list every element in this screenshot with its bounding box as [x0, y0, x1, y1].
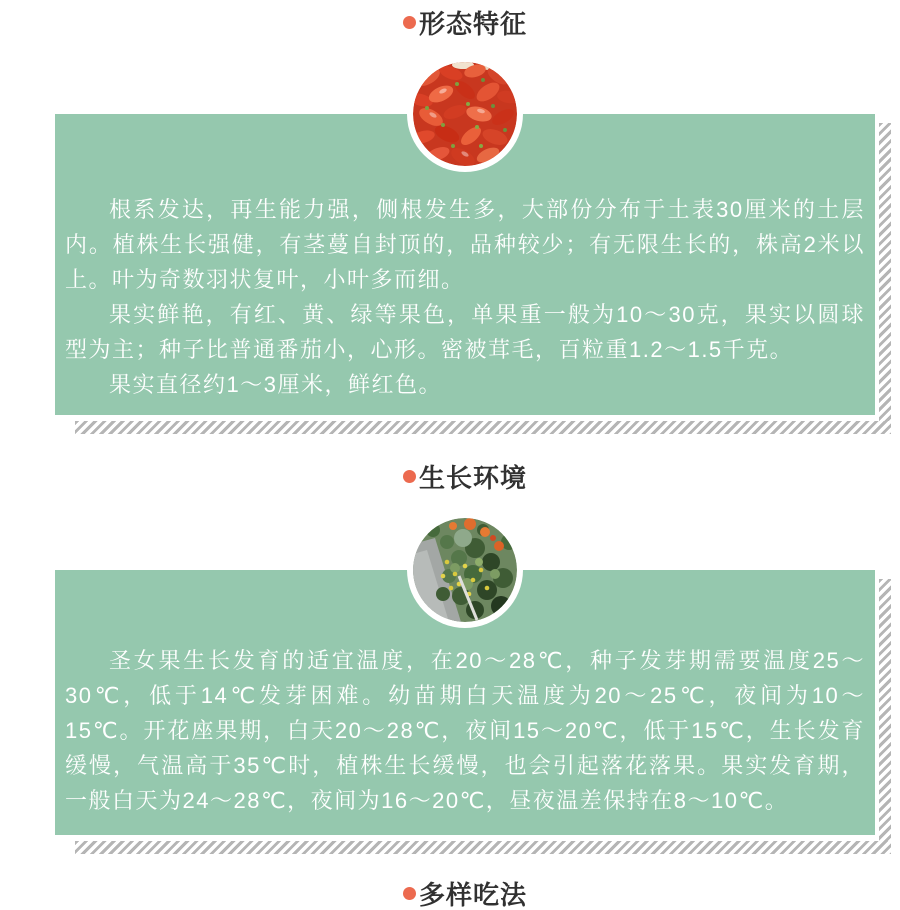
- section-header-environment: [55, 460, 875, 492]
- bullet-icon: [403, 470, 416, 483]
- article-column: [55, 6, 875, 909]
- cherry-tomatoes-illustration: [413, 62, 517, 166]
- section-title: 多样吃法: [418, 879, 527, 910]
- section-title: 形态特征: [418, 8, 527, 39]
- paragraph: 果实鲜艳，有红、黄、绿等果色，单果重一般为10～30克，果实以圆球型为主；种子比普通番茄小，心形。密被茸毛，百粒重1.2～1.5千克。: [65, 302, 865, 362]
- paragraph: 根系发达，再生能力强，侧根发生多，大部份分布于土表30厘米的土层内。植株生长强健，有茎蔓自封顶的，品种较少；有无限生长的，株高2米以上。叶为奇数羽状复叶，小叶多而细。: [65, 197, 865, 292]
- paragraph: 果实直径约1～3厘米，鲜红色。: [109, 372, 442, 397]
- hatch-shadow-bottom: [75, 841, 891, 854]
- environment-panel-wrap: [55, 570, 875, 835]
- section-header-morphology: [55, 6, 875, 38]
- section-title: 生长环境: [418, 462, 527, 493]
- hatch-shadow-bottom: [75, 421, 891, 434]
- tomato-plant-illustration: [413, 518, 517, 622]
- paragraph: 圣女果生长发育的适宜温度，在20～28℃，种子发芽期需要温度25～30℃，低于14℃发芽困难。幼苗期白天温度为20～25℃，夜间为10～15℃。开花座果期，白天20～28℃，夜间15～20℃，低于15℃，生长发育缓慢，气温高于35℃时，植株生长缓慢，也会引起落花落果。果实发育期，一般白天为24～28℃，夜间为16～20℃，昼夜温差保持在8～10℃。: [65, 648, 865, 813]
- bullet-icon: [403, 887, 416, 900]
- cherry-tomatoes-photo: [407, 56, 523, 172]
- hatch-shadow-right: [879, 123, 891, 434]
- hatch-shadow-right: [879, 579, 891, 854]
- tomato-plant-photo: [407, 512, 523, 628]
- morphology-panel-wrap: [55, 114, 875, 415]
- section-header-eating: [55, 877, 875, 909]
- bullet-icon: [403, 16, 416, 29]
